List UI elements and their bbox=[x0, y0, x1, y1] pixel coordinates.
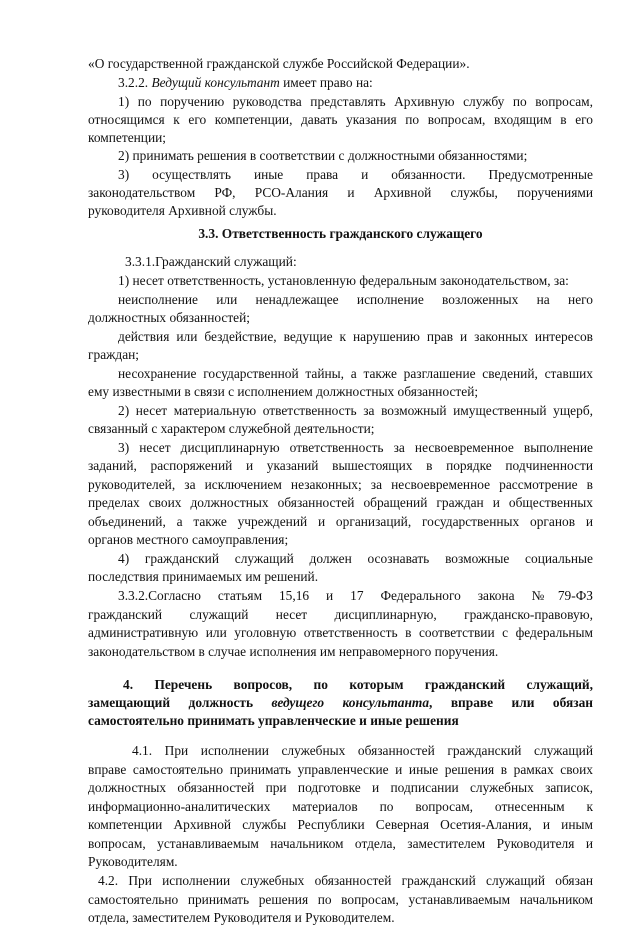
text-run: 3.2.2. bbox=[118, 75, 152, 90]
section-4-heading-part-1: замещающий должность bbox=[88, 695, 272, 710]
section-heading-3-3: 3.3. Ответственность гражданского служащего bbox=[198, 226, 483, 241]
text-line: руководителей, за исключением незаконных; за несвоевременное рассмотрение в bbox=[88, 477, 593, 492]
text-line: ему известными в связи с исполнением должностных обязанностей; bbox=[88, 384, 479, 399]
text-line: 4) гражданский служащий должен осознавать возможные социальные bbox=[118, 551, 593, 566]
section-4-heading-line-1: 4. Перечень вопросов, по которым гражданский служащий, bbox=[123, 677, 593, 692]
text-line: относящимся к его компетенции, давать указания по вопросам, входящим в его bbox=[88, 112, 593, 127]
text-line: действия или бездействие, ведущие к нарушению прав и законных интересов bbox=[118, 329, 593, 344]
text-line: 3.3.1.Гражданский служащий: bbox=[125, 254, 297, 269]
text-line: законодательством РФ, РСО-Алания и Архивной службы, поручениями bbox=[88, 185, 593, 200]
text-line: 4.1. При исполнении служебных обязанностей гражданский служащий bbox=[132, 743, 593, 758]
text-line: граждан; bbox=[88, 347, 140, 362]
section-4-heading-position: ведущего консультанта bbox=[271, 695, 430, 710]
text-line: неисполнение или ненадлежащее исполнение возложенных на него bbox=[118, 292, 593, 307]
text-line: законодательством в случае исполнения им неправомерного поручения. bbox=[88, 644, 499, 659]
text-line: 1) несет ответственность, установленную федеральным законодательством, за: bbox=[118, 273, 569, 288]
text-line: отдела, заместителем Руководителя и Руководителем. bbox=[88, 910, 395, 925]
text-line: заданий, распоряжений и указаний вышестоящих в порядке подчиненности bbox=[88, 458, 593, 473]
text-line: «О государственной гражданской службе Российской Федерации». bbox=[88, 56, 470, 71]
text-line: 2) принимать решения в соответствии с должностными обязанностями; bbox=[118, 148, 528, 163]
text-line: самостоятельно принимать решения по вопросам, устанавливаемым начальником bbox=[88, 892, 593, 907]
text-line: должностных обязанностей; bbox=[88, 310, 251, 325]
text-line: гражданский служащий несет дисциплинарную, гражданско-правовую, bbox=[88, 607, 593, 622]
text-line: административную или уголовную ответственность в соответствии с федеральным bbox=[88, 625, 593, 640]
section-4-heading-part-2: , вправе или обязан bbox=[429, 695, 593, 710]
text-line: 3) осуществлять иные права и обязанности. Предусмотренные bbox=[118, 167, 593, 182]
text-line: 2) несет материальную ответственность за возможный имущественный ущерб, bbox=[118, 403, 593, 418]
text-line bbox=[118, 75, 593, 91]
text-line: должностных обязанностей при подготовке и подписании служебных записок, bbox=[88, 780, 593, 795]
text-line: компетенции; bbox=[88, 130, 167, 145]
text-line: руководителя Архивной службы. bbox=[88, 203, 277, 218]
text-line: вправе самостоятельно принимать управленческие и иные решения в рамках своих bbox=[88, 762, 593, 777]
section-4-heading-line-3: самостоятельно принимать управленческие и иные решения bbox=[88, 713, 459, 728]
text-line: информационно-аналитических материалов по вопросам, отнесенным к bbox=[88, 799, 593, 814]
text-line: компетенции Архивной службы Республики Северная Осетия-Алания, и иным bbox=[88, 817, 593, 832]
text-line: органов местного самоуправления; bbox=[88, 532, 289, 547]
text-line: объединений, а также учреждений и организаций, государственных органов и bbox=[88, 514, 593, 529]
text-line: связанный с характером служебной деятельности; bbox=[88, 421, 375, 436]
text-run: Ведущий консультант bbox=[151, 75, 280, 90]
section-4-heading-line-2 bbox=[88, 695, 593, 711]
text-line: 1) по поручению руководства представлять Архивную службу по вопросам, bbox=[118, 94, 593, 109]
text-run: имеет право на: bbox=[279, 75, 373, 90]
text-line: 3.3.2.Согласно статьям 15,16 и 17 Федерального закона №79-ФЗ bbox=[118, 588, 593, 603]
text-line: пределах своих должностных обязанностей обращений граждан и общественных bbox=[88, 495, 593, 510]
text-line: вопросам, устанавливаемым начальником отдела, заместителем Руководителя и bbox=[88, 836, 593, 851]
text-line: Руководителям. bbox=[88, 854, 178, 869]
text-line: 3) несет дисциплинарную ответственность за несвоевременное выполнение bbox=[118, 440, 593, 455]
text-line: 4.2. При исполнении служебных обязанностей гражданский служащий обязан bbox=[98, 873, 593, 888]
text-line: последствия принимаемых им решений. bbox=[88, 569, 319, 584]
text-line: несохранение государственной тайны, а также разглашение сведений, ставших bbox=[118, 366, 593, 381]
